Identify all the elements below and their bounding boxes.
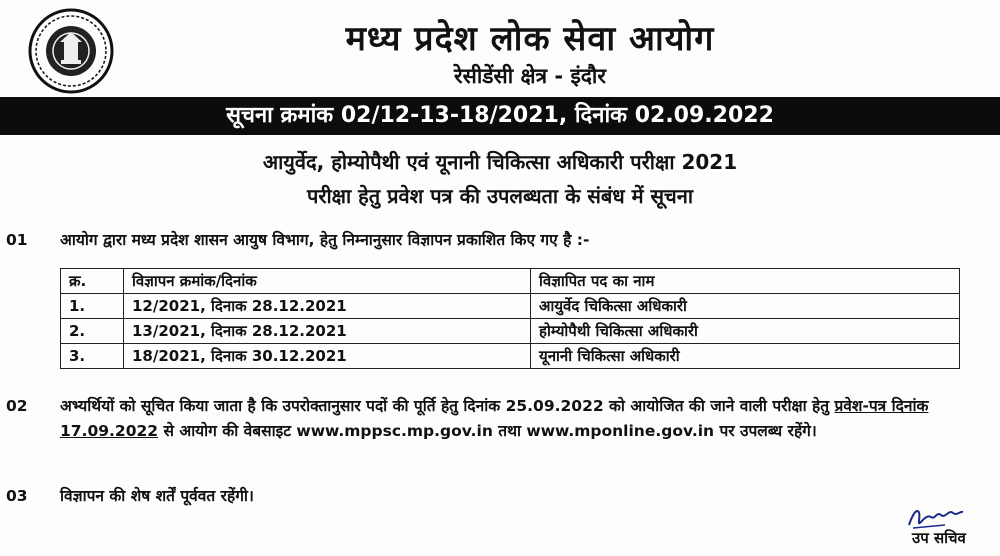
paragraph-text-part: से आयोग की वेबसाइट www.mppsc.mp.gov.in तथा www.mponline.gov.in पर उपलब्ध रहेंगे। (158, 422, 817, 440)
paragraph-text: आयोग द्वारा मध्य प्रदेश शासन आयुष विभाग, हेतु निम्नानुसार विज्ञापन प्रकाशित किए गए है :- (60, 231, 590, 249)
advertisement-table (60, 268, 960, 369)
table-cell: होम्योपैथी चिकित्सा अधिकारी (531, 319, 960, 344)
table-row (61, 344, 960, 369)
notice-subject-heading: परीक्षा हेतु प्रवेश पत्र की उपलब्धता के संबंध में सूचना (306, 184, 694, 208)
exam-heading: आयुर्वेद, होम्योपैथी एवं यूनानी चिकित्सा अधिकारी परीक्षा 2021 (262, 150, 738, 174)
table-header-row (61, 269, 960, 294)
paragraph-2 (6, 394, 990, 444)
paragraph-text-part: अभ्यर्थियों को सूचित किया जाता है कि उपरोक्तानुसार पदों की पूर्ति हेतु दिनांक 25.09.2022 को आयोजित की जाने वाली परीक्षा हेतु (60, 397, 835, 415)
region-subtitle: रेसीडेंसी क्षेत्र - इंदौर (454, 64, 606, 88)
column-header-post-name: विज्ञापित पद का नाम (531, 269, 960, 294)
paragraph-3 (6, 484, 990, 509)
table-row (61, 319, 960, 344)
table-cell: 3. (61, 344, 124, 369)
table-cell: 1. (61, 294, 124, 319)
column-header-serial: क्र. (61, 269, 124, 294)
notice-number-bar: सूचना क्रमांक 02/12-13-18/2021, दिनांक 02.09.2022 (0, 97, 1000, 135)
paragraph-number: 02 (6, 397, 28, 415)
paragraph-text (60, 394, 990, 444)
paragraph-number: 01 (6, 231, 28, 249)
table-cell: 18/2021, दिनाक 30.12.2021 (124, 344, 531, 369)
table-cell: 12/2021, दिनाक 28.12.2021 (124, 294, 531, 319)
paragraph-1 (6, 228, 990, 253)
signatory-designation: उप सचिव (912, 529, 966, 547)
table-cell: 13/2021, दिनाक 28.12.2021 (124, 319, 531, 344)
table-cell: यूनानी चिकित्सा अधिकारी (531, 344, 960, 369)
table-cell: आयुर्वेद चिकित्सा अधिकारी (531, 294, 960, 319)
admit-card-date-underlined: प्रवेश-पत्र दिनांक 17.09.2022 (60, 397, 929, 440)
org-title: मध्य प्रदेश लोक सेवा आयोग (345, 19, 715, 59)
paragraph-number: 03 (6, 487, 28, 505)
table-cell: 2. (61, 319, 124, 344)
table-row (61, 294, 960, 319)
paragraph-text: विज्ञापन की शेष शर्तें पूर्ववत रहेंगी। (60, 487, 254, 505)
column-header-advt-number: विज्ञापन क्रमांक/दिनांक (124, 269, 531, 294)
